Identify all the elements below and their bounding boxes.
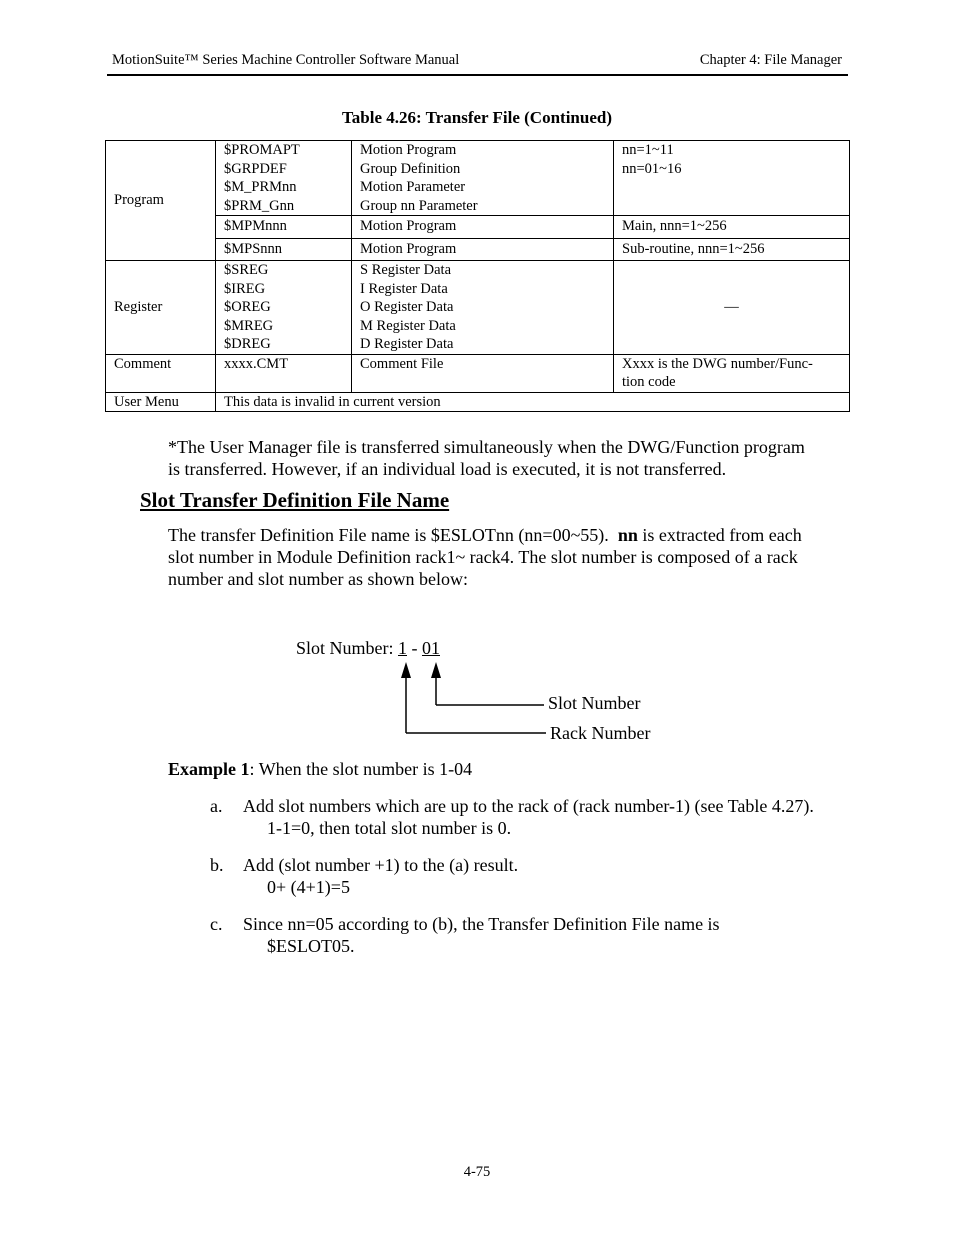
running-header-title: MotionSuite™ Series Machine Controller Software Manual — [112, 52, 460, 68]
rack-value: 1 — [398, 638, 407, 658]
step-marker: c. — [210, 914, 223, 934]
content-text: Motion Program — [360, 142, 457, 158]
category-cell-comment: Comment — [106, 354, 216, 392]
slot-number-label: Slot Number — [548, 693, 641, 713]
file-name: $M_PRMnn — [224, 179, 297, 195]
example-step — [210, 913, 850, 957]
file-name: $PRM_Gnn — [224, 197, 295, 214]
step-text: Add (slot number +1) to the (a) result. — [243, 855, 519, 875]
rack-number-label: Rack Number — [550, 723, 651, 743]
note-text: nn=01~16 — [622, 160, 682, 177]
section-heading: Slot Transfer Definition File Name — [140, 488, 450, 512]
file-name-cell: $MPMnnn — [216, 216, 352, 239]
file-name: $OREG — [224, 299, 271, 315]
running-header-chapter: Chapter 4: File Manager — [699, 52, 842, 68]
footnote-line: *The User Manager file is transferred simultaneously when the DWG/Function program — [168, 437, 805, 457]
content-text: Group nn Parameter — [360, 197, 478, 214]
category-cell-register: Register — [106, 261, 216, 355]
content-text: Group Definition — [360, 160, 461, 177]
content-text: M Register Data — [360, 317, 456, 334]
note-text: nn=1~11 — [622, 142, 674, 158]
step-text: 1-1=0, then total slot number is 0. — [267, 818, 512, 838]
example-title-text: : When the slot number is 1-04 — [249, 759, 473, 779]
file-name: $MREG — [224, 317, 274, 334]
paragraph-text: The transfer Definition File name is $ESLOTnn (nn=00~55). — [168, 525, 618, 545]
file-name: $DREG — [224, 336, 271, 352]
paragraph-text: is extracted from each — [637, 525, 802, 545]
category-cell-user-menu: User Menu — [106, 392, 216, 412]
category-cell-program: Program — [106, 141, 216, 261]
paragraph-line: slot number in Module Definition rack1~ rack4. The slot number is composed of a rack — [168, 547, 798, 567]
content-text: I Register Data — [360, 280, 448, 297]
slot-value: 01 — [422, 638, 440, 658]
paragraph-bold-term: nn — [617, 525, 638, 545]
note-text: Xxxx is the DWG number/Func- — [622, 355, 813, 372]
example-title-bold: Example 1 — [168, 759, 250, 779]
example-step — [210, 795, 850, 839]
content-text: S Register Data — [360, 262, 452, 278]
file-name: $IREG — [224, 280, 266, 297]
step-text: $ESLOT05. — [267, 936, 355, 956]
file-name: $GRPDEF — [224, 160, 287, 177]
footnote-line: is transferred. However, if an individual load is executed, it is not transferred. — [168, 459, 727, 479]
step-marker: b. — [210, 855, 224, 875]
rack-callout-arrow — [401, 662, 546, 733]
note-cell: Main, nnn=1~256 — [614, 216, 850, 239]
slot-callout-arrow — [431, 662, 544, 705]
example-step — [210, 854, 850, 898]
file-name: $SREG — [224, 262, 269, 278]
content-text: D Register Data — [360, 336, 454, 352]
page-number: 4-75 — [463, 1164, 491, 1180]
file-name-cell: $MPSnnn — [216, 238, 352, 261]
step-text: 0+ (4+1)=5 — [267, 877, 350, 897]
step-marker: a. — [210, 796, 223, 816]
content-text: Motion Parameter — [360, 179, 466, 195]
step-text: Since nn=05 according to (b), the Transfer Definition File name is — [243, 914, 720, 934]
separator: - — [407, 638, 422, 658]
content-cell: Comment File — [352, 354, 614, 392]
file-name: $PROMAPT — [224, 142, 300, 158]
paragraph-line: number and slot number as shown below: — [168, 569, 468, 589]
merged-note-cell: This data is invalid in current version — [216, 392, 850, 412]
example-title — [168, 758, 472, 780]
slot-number-prefix: Slot Number: — [296, 638, 398, 658]
step-text: Add slot numbers which are up to the rack of (rack number-1) (see Table 4.27). — [243, 796, 814, 816]
content-text: O Register Data — [360, 299, 454, 315]
content-cell: Motion Program — [352, 216, 614, 239]
note-text: tion code — [622, 374, 676, 390]
note-cell: — — [614, 261, 850, 355]
table-caption: Table 4.26: Transfer File (Continued) — [342, 108, 612, 127]
file-name-cell: xxxx.CMT — [216, 354, 352, 392]
content-cell: Motion Program — [352, 238, 614, 261]
note-cell: Sub-routine, nnn=1~256 — [614, 238, 850, 261]
